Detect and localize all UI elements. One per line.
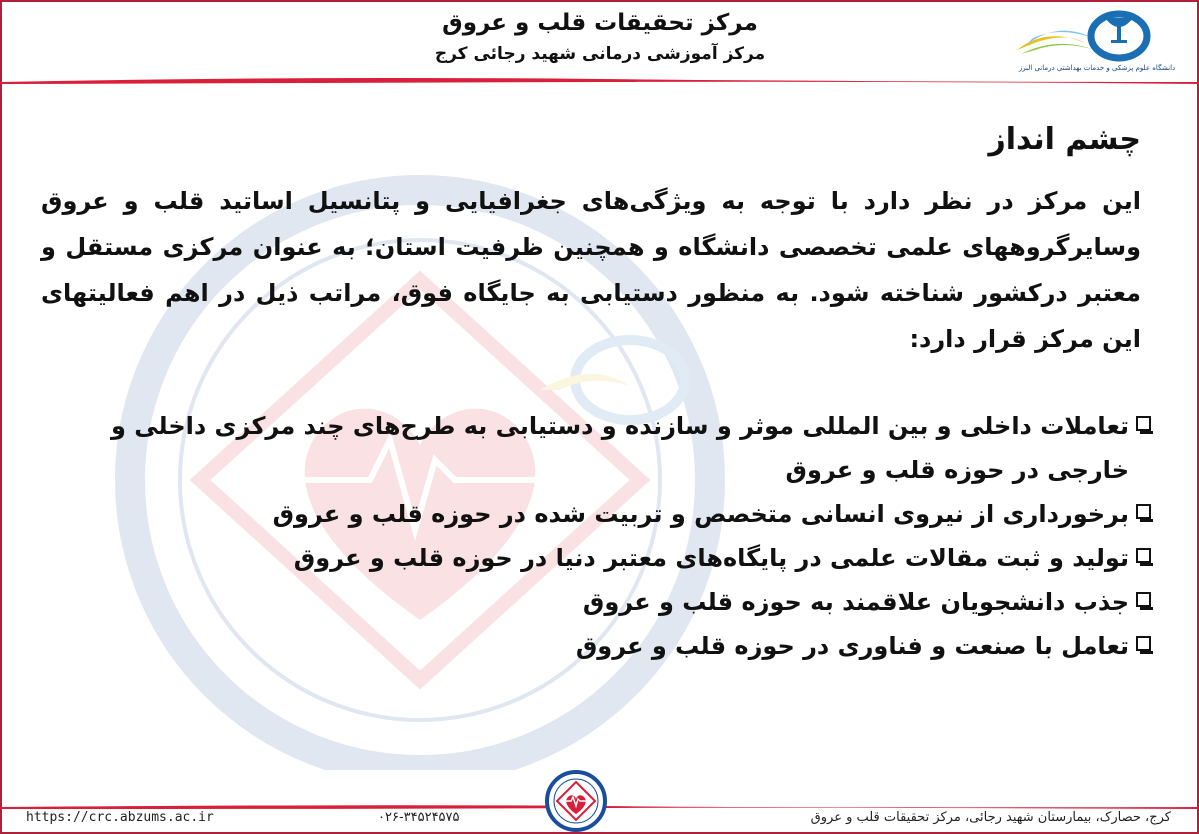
vision-heading: چشم انداز [988,122,1141,157]
footer-phone: ۰۲۶-۳۴۵۲۴۵۷۵ [378,810,460,825]
footer-address: کرج، حصارک، بیمارستان شهید رجائی، مرکز تحقیقات قلب و عروق [810,810,1171,825]
center-title: مرکز تحقیقات قلب و عروق [442,10,758,36]
university-logo [1007,6,1187,74]
checkbox-bullet-icon [1136,416,1151,431]
checkbox-bullet-icon [1136,592,1151,607]
activities-list [36,404,1151,668]
checkbox-bullet-icon [1136,504,1151,519]
checkbox-bullet-icon [1136,636,1151,651]
list-item: تعاملات داخلی و بین المللی موثر و سازنده و دستیابی به طرح‌های چند مرکزی داخلی و خارجی در حوزه قلب و عروق [36,404,1151,492]
vision-paragraph: این مرکز در نظر دارد با توجه به ویژگی‌های جغرافیایی و پتانسیل اساتید قلب و عروق وسایرگروههای علمی تخصصی دانشگاه و همچنین ظرفیت استان؛ به عنوان مرکزی مستقل و معتبر درکشور شناخته شود. به منظور دستیابی به جایگاه فوق، مراتب ذیل در اهم فعالیتهای این مرکز قرار دارد: [41,187,1141,353]
checkbox-bullet-icon [1136,548,1151,563]
research-center-logo [545,770,607,832]
list-item: تعامل با صنعت و فناوری در حوزه قلب و عروق [36,624,1151,668]
footer-url[interactable]: https://crc.abzums.ac.ir [26,810,214,825]
list-item: برخورداری از نیروی انسانی متخصص و تربیت شده در حوزه قلب و عروق [36,492,1151,536]
center-subtitle: مرکز آموزشی درمانی شهید رجائی کرج [434,44,766,64]
list-item: جذب دانشجویان علاقمند به حوزه قلب و عروق [36,580,1151,624]
header-swoosh [0,76,1199,86]
list-item: تولید و ثبت مقالات علمی در پایگاه‌های معتبر دنیا در حوزه قلب و عروق [36,536,1151,580]
logo-caption: دانشگاه علوم پزشکی و خدمات بهداشتی درمانی البرز [1018,64,1176,72]
